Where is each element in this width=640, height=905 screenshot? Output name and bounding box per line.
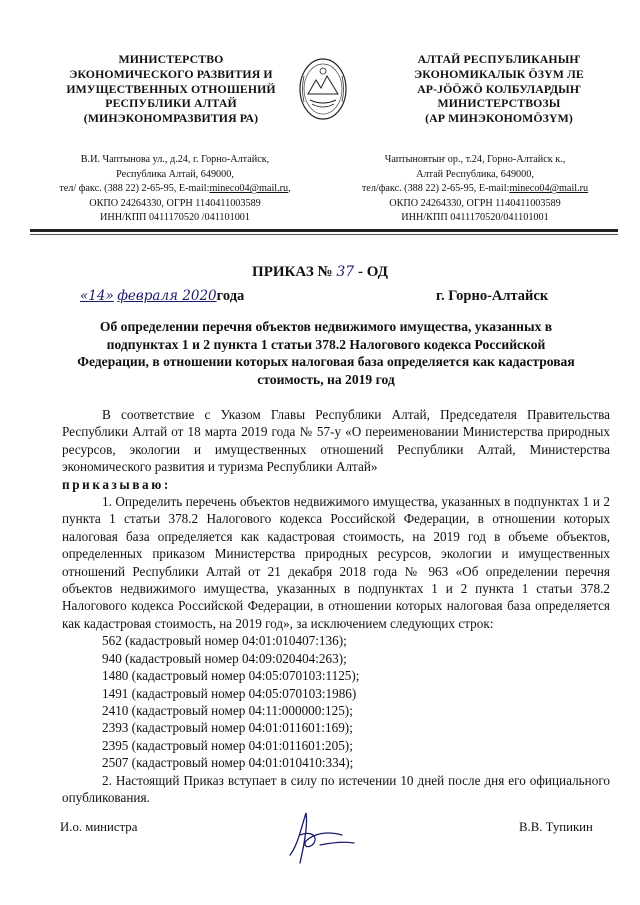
handwritten-signature	[280, 805, 360, 871]
orders-word: приказываю:	[62, 476, 171, 492]
order-date: «14» февраля 2020года	[80, 288, 245, 304]
address-block-altai: Чаптыновтыҥ ор., т.24, Горно-Алтайск к., Алтай Республика, 649000, тел/факс. (388 22) 2-65-95, E-mail:mineco04@mail.ru ОКПО 24264330, ОГРН 1140411003589 ИНН/КПП 0411170520/041101001	[361, 154, 589, 224]
order-body	[62, 406, 610, 806]
email-link[interactable]: mineco04@mail.ru	[509, 183, 589, 195]
list-item: 2395 (кадастровый номер 04:01:011601:205);	[102, 737, 353, 753]
item-1: 1. Определить перечень объектов недвижимого имущества, указанных в подпунктах 1 и 2 пункта 1 статьи 378.2 Налогового кодекса Российской Федерации, в отношении которых налоговая база определяется как кадастровая стоимость, на 2019 год в объеме объектов, определенных приказом Министерства природных ресурсов, экологии и имущественных отношений Республики Алтай от 21 декабря 2018 года № 963 «Об определении перечня объектов недвижимого имущества, указанных в подпунктах 1 и 2 пункта 1 статьи 378.2 Налогового кодекса Российской Федерации, в отношении которых налоговая база определяется как кадастровая стоимость, на 2019 год», за исключением следующих строк:	[62, 494, 610, 631]
address-block-ru: В.И. Чаптынова ул., д.24, г. Горно-Алтайск, Республика Алтай, 649000, тел/ факс. (388 22) 2-65-95, E-mail:mineco04@mail.ru, ОКПО 24264330, ОГРН 1140411003589 ИНН/КПП 0411170520 /041101001	[59, 154, 291, 224]
list-item: 1480 (кадастровый номер 04:05:070103:1125);	[102, 668, 360, 684]
item-2: 2. Настоящий Приказ вступает в силу по истечении 10 дней после дня его официального опубликования.	[62, 772, 610, 805]
exclusions-list	[62, 632, 610, 771]
intro-paragraph: В соответствие с Указом Главы Республики Алтай, Председателя Правительства Республики Алтай от 18 марта 2019 года № 57-у «О переименовании Министерства природных ресурсов, экологии и имущественных отношений Республики Алтай, Министерства экономического развития и туризма Республики Алтай» приказываю:	[62, 407, 610, 492]
signer-position: И.о. министра	[60, 820, 138, 834]
list-item: 2410 (кадастровый номер 04:11:000000:125);	[102, 702, 353, 718]
header-divider-thin	[30, 234, 618, 235]
ministry-name-altai: АЛТАЙ РЕСПУБЛИКАНЫҤ ЭКОНОМИКАЛЫК ÖЗҮМ ЛЕ АР-JÖÖЖÖ КОЛБУЛАРДЫҤ МИНИСТЕРСТВОЗЫ (АР МИНЭКОНОМÖЗҮМ)	[414, 52, 584, 126]
order-title: ПРИКАЗ № 37 - ОД	[252, 264, 388, 280]
header-divider	[30, 229, 618, 232]
ministry-name-ru: МИНИСТЕРСТВО ЭКОНОМИЧЕСКОГО РАЗВИТИЯ И ИМУЩЕСТВЕННЫХ ОТНОШЕНИЙ РЕСПУБЛИКИ АЛТАЙ (МИНЭКОНОМРАЗВИТИЯ РА)	[66, 52, 276, 126]
list-item: 2507 (кадастровый номер 04:01:010410:334);	[102, 755, 354, 771]
email-link[interactable]: mineco04@mail.ru	[209, 183, 289, 195]
signer-name: В.В. Тупикин	[519, 820, 593, 834]
list-item: 2393 (кадастровый номер 04:01:011601:169);	[102, 720, 353, 736]
order-number: 37	[336, 264, 355, 280]
order-subject: Об определении перечня объектов недвижимого имущества, указанных в подпунктах 1 и 2 пункта 1 статьи 378.2 Налогового кодекса Российской Федерации, в отношении которых налоговая база определяется как кадастровая стоимость, на 2019 год	[77, 319, 575, 387]
coat-of-arms-icon	[298, 56, 348, 122]
list-item: 1491 (кадастровый номер 04:05:070103:1986)	[102, 685, 357, 701]
list-item: 940 (кадастровый номер 04:09:020404:263);	[102, 650, 347, 666]
order-city: г. Горно-Алтайск	[436, 288, 549, 304]
list-item: 562 (кадастровый номер 04:01:010407:136);	[102, 633, 347, 649]
